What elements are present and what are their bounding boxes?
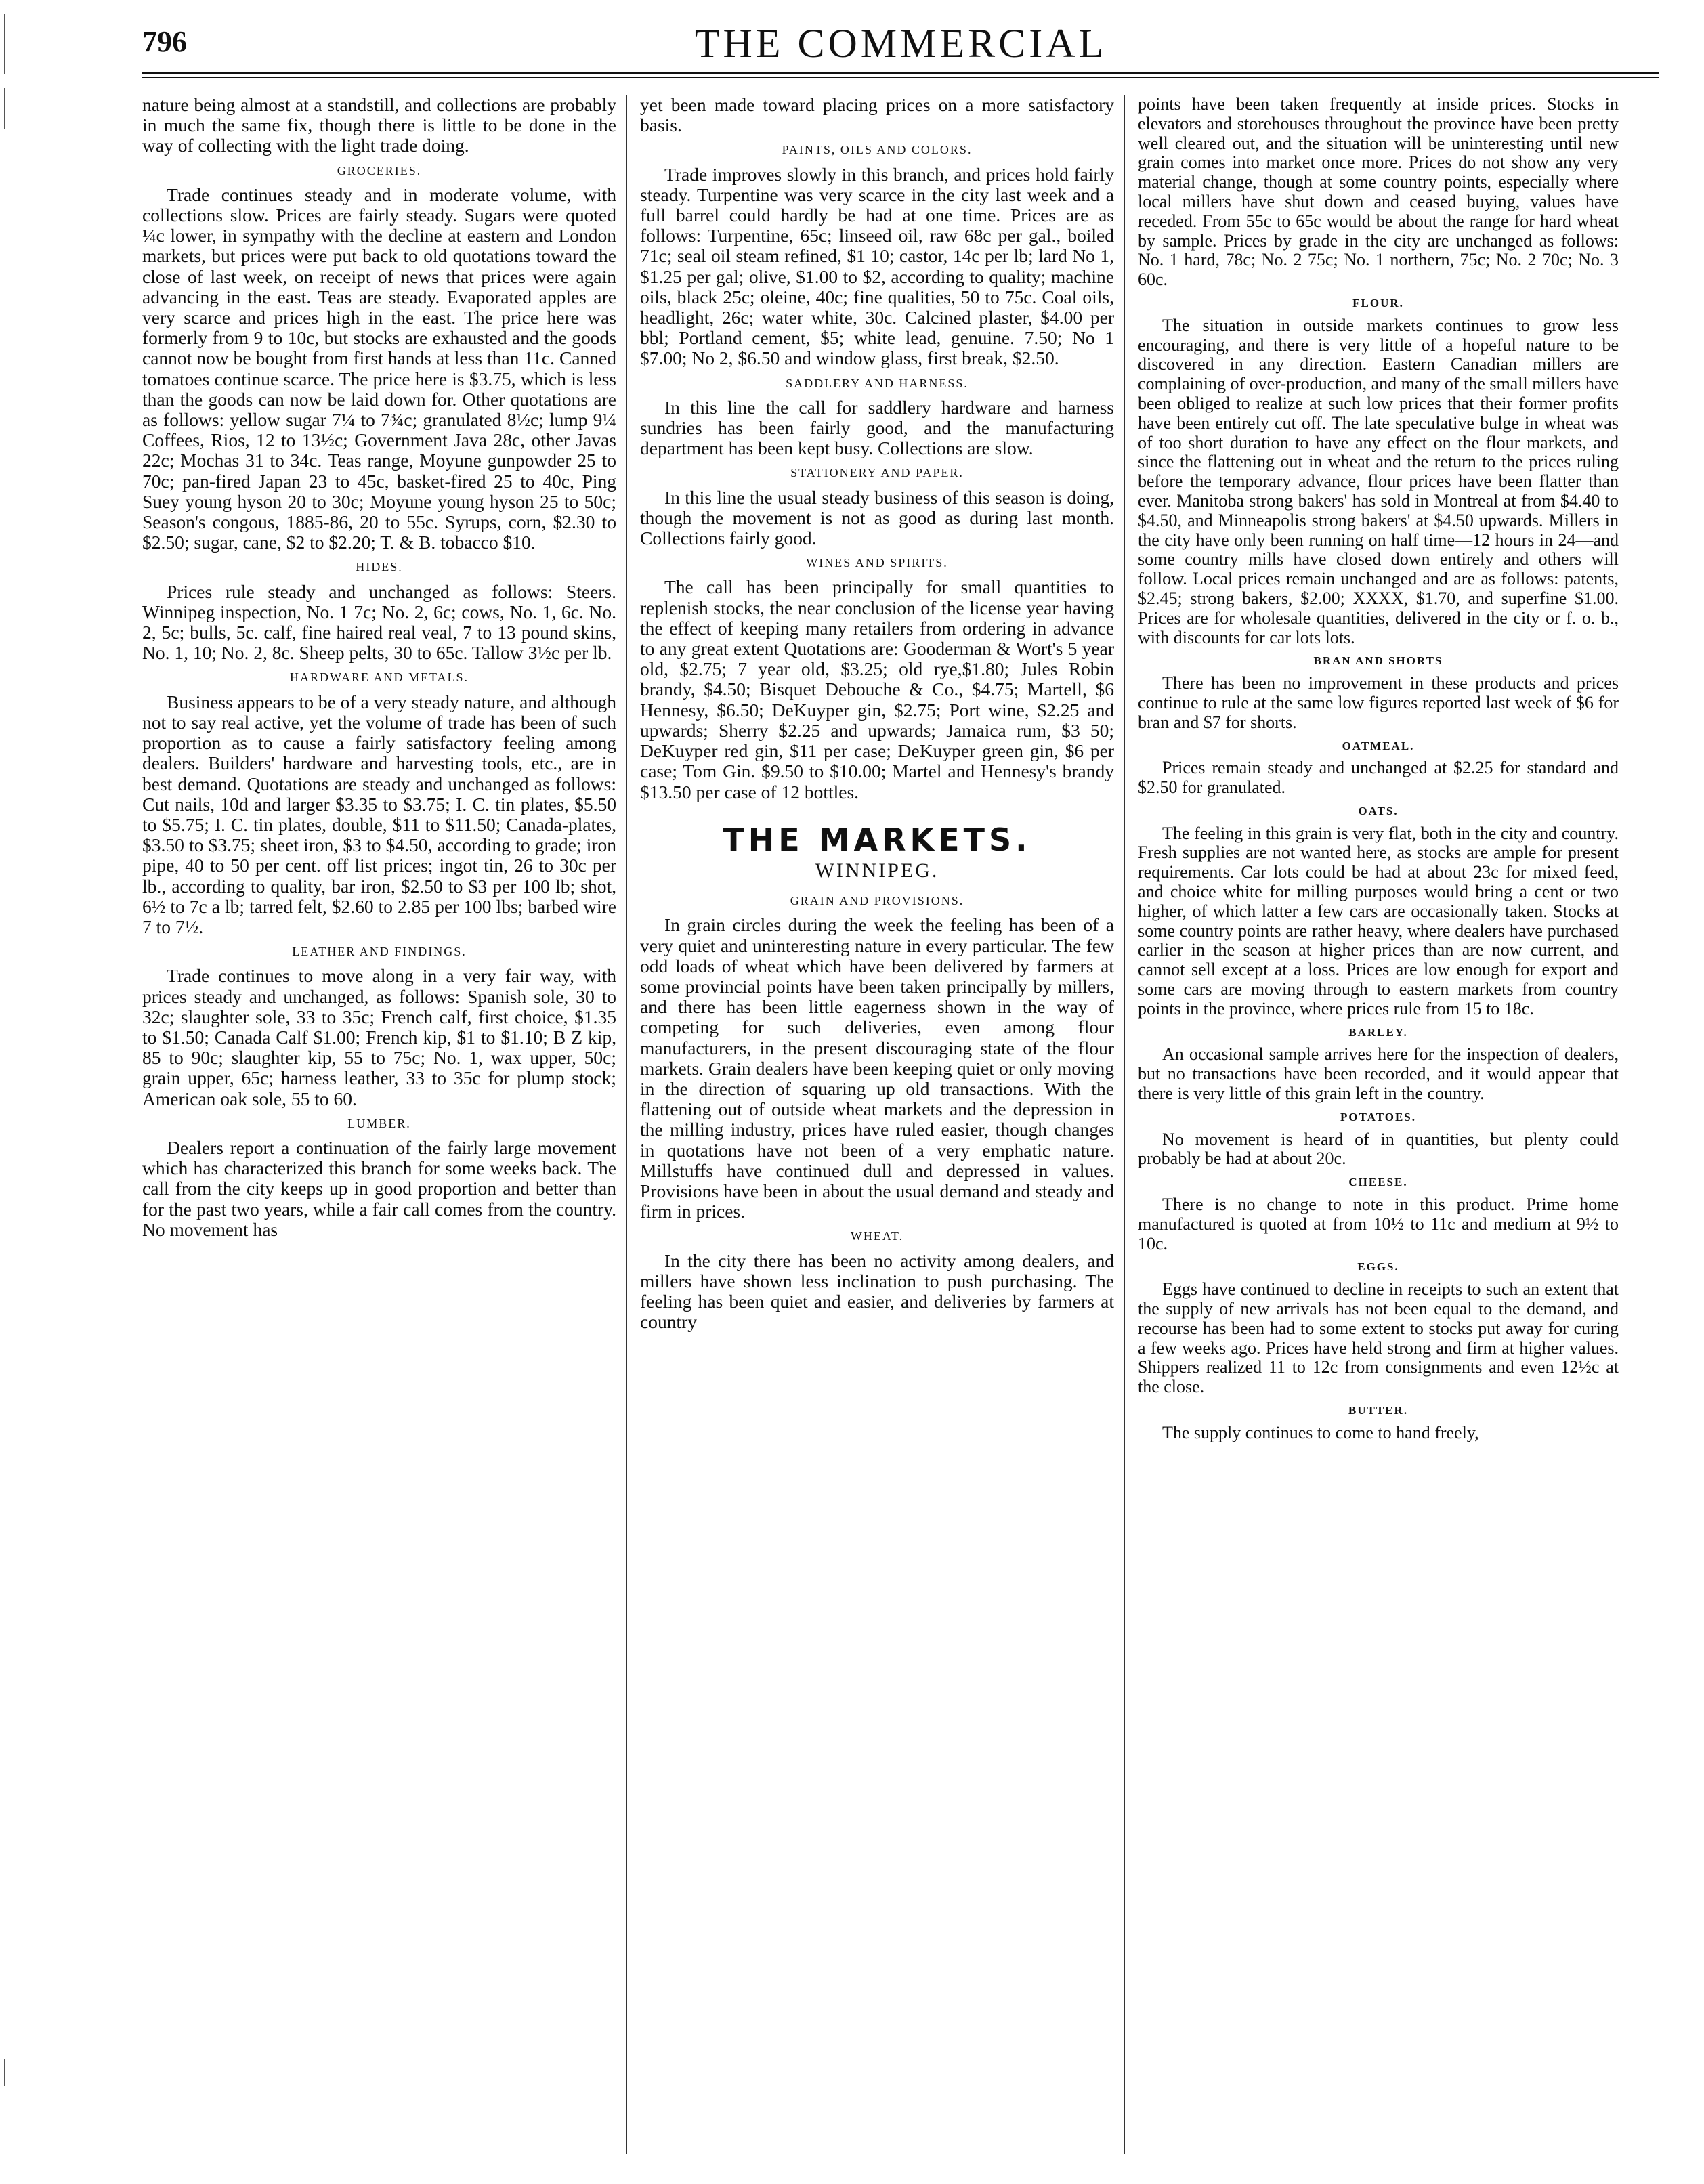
- masthead: [142, 20, 1659, 68]
- margin-specks: [0, 0, 14, 2184]
- paragraph: There has been no improvement in these products and prices continue to rule at the same low figures reported last week of $6 for bran and $7 for shorts.: [1138, 673, 1619, 732]
- column-2: [640, 95, 1114, 2167]
- paragraph: Business appears to be of a very steady nature, and although not to say real active, yet the volume of trade has been of such proportion as to cause a fairly satisfactory feeling among dealers. Builders' hardware and harvesting tools, etc., are in best demand. Quotations are steady and unchanged as follows: Cut nails, 10d and larger $3.35 to $3.75; I. C. tin plates, $5.50 to $5.75; I. C. tin plates, double, $11 to $11.50; Canada-plates, $3.50 to $3.75; sheet iron, $3 to $4.50, according to grade; iron pipe, 40 to 50 per cent. off list prices; ingot tin, 26 to 30c per lb., according to quality, bar iron, $2.50 to $3 per 100 lb; shot, 6½ to 7c a lb; tarred felt, $2.60 to 2.85 per 100 lbs; barbed wire 7 to 7½.: [142, 691, 616, 937]
- paragraph: The feeling in this grain is very flat, both in the city and country. Fresh supplies are not wanted here, as stocks are ample for present requirements. Car lots could be had at about 23c for mixed feed, and choice white for milling purposes would bring a cent or two higher, of which latter a few cars are occasionally taken. Stocks at some country points are rather heavy, where dealers have purchased earlier in the season at higher prices than are now current, and cannot sell except at a loss. Prices are low enough for export and some cars are moving through to eastern markets from country points in the province, where prices rule from 15 to 18c.: [1138, 823, 1619, 1019]
- paragraph: An occasional sample arrives here for the inspection of dealers, but no transactions have been recorded, and it would appear that there is very little of this grain left in the country.: [1138, 1044, 1619, 1104]
- page-number: 796: [142, 25, 187, 58]
- column-3: [1138, 95, 1619, 2167]
- section-heading-wines: WINES AND SPIRITS.: [806, 556, 948, 570]
- paragraph: In this line the usual steady business of this season is doing, though the movement is not as good as during last month. Collections fairly good.: [640, 486, 1114, 549]
- section-heading-leather: LEATHER AND FINDINGS.: [292, 945, 467, 959]
- section-heading-groceries: GROCERIES.: [337, 163, 422, 177]
- section-heading-saddlery: SADDLERY AND HARNESS.: [786, 376, 968, 390]
- markets-heading: THE MARKETS.: [723, 821, 1031, 858]
- header-rule: [142, 72, 1659, 74]
- column-1: [142, 95, 616, 2167]
- journal-title: THE COMMERCIAL: [694, 21, 1107, 66]
- section-heading-barley: BARLEY.: [1348, 1025, 1408, 1039]
- paragraph: Prices remain steady and unchanged at $2.25 for standard and $2.50 for granulated.: [1138, 758, 1619, 798]
- section-heading-hardware: HARDWARE AND METALS.: [289, 670, 469, 685]
- paragraph: No movement is heard of in quantities, but plenty could probably be had at about 20c.: [1138, 1129, 1619, 1169]
- paragraph: Dealers report a continuation of the fairly large movement which has characterized this branch for some weeks back. The call from the city keeps up in good proportion and better than for the past two years, while a fair call comes from the country. No movement has: [142, 1136, 616, 1240]
- paragraph: Eggs have continued to decline in receipts to such an extent that the supply of new arrivals has not been equal to the demand, and recourse has been had to some extent to stocks put away for curing a few weeks ago. Prices have held strong and firm at higher values. Shippers realized 11 to 12c from consignments and even 12½c at the close.: [1138, 1279, 1619, 1397]
- section-heading-oats: OATS.: [1358, 804, 1399, 817]
- section-heading-bran: BRAN AND SHORTS: [1313, 654, 1443, 668]
- paragraph: In the city there has been no activity among dealers, and millers have shown less inclination to push purchasing. The feeling has been quiet and easier, and deliveries by farmers at country: [640, 1249, 1114, 1333]
- paragraph: points have been taken frequently at inside prices. Stocks in elevators and storehouses throughout the province have been pretty well cleared out, and the situation will be uninteresting until new grain comes into market once more. Prices do not show any very material change, though at some country points, especially where local millers have shut down and ceased buying, values have receded. From 55c to 65c would be about the range for hard wheat by sample. Prices by grade in the city are unchanged as follows: No. 1 hard, 78c; No. 2 75c; No. 1 northern, 75c; No. 2 70c; No. 3 60c.: [1138, 95, 1619, 290]
- paragraph: In grain circles during the week the feeling has been of a very quiet and uninteresting nature in every particular. The few odd loads of wheat which have been delivered by farmers at some provincial points have been taken principally by millers, and there has been little eagerness shown in the way of competing for such deliveries, even among flour manufacturers, in the present discouraging state of the flour markets. Grain dealers have been keeping quiet or only moving in the direction of squaring up old transactions. With the flattening out of outside wheat markets and the depression in the milling industry, prices have ruled easier, though changes in quotations have not been of a very emphatic nature. Millstuffs have continued dull and depressed in values. Provisions have been in about the usual demand and steady and firm in prices.: [640, 914, 1114, 1222]
- section-heading-stationery: STATIONERY AND PAPER.: [790, 466, 964, 480]
- paragraph: Trade improves slowly in this branch, and prices hold fairly steady. Turpentine was very scarce in the city last week and a full barrel could hardly be had at one time. Prices are as follows: Turpentine, 65c; linseed oil, raw 68c per gal., boiled 71c; seal oil steam refined, $1 10; castor, 14c per lb; lard No 1, $1.25 per gal; olive, $1.00 to $2, according to quality; machine oils, black 25c; oleine, 40c; fine qualities, 50 to 75c. Coal oils, headlight, 26c; water white, 30c. Calcined plaster, $4.00 per bbl; Portland cement, $5; white lead, genuine. 7.50; No 1 $7.00; No 2, $6.50 and window glass, first break, $2.50.: [640, 163, 1114, 369]
- paragraph: In this line the call for saddlery hardware and harness sundries has been fairly good, and the manufacturing department has been kept busy. Collections are slow.: [640, 396, 1114, 459]
- section-heading-potatoes: POTATOES.: [1340, 1110, 1416, 1123]
- section-heading-grain: GRAIN AND PROVISIONS.: [790, 894, 964, 908]
- section-heading-flour: FLOUR.: [1352, 296, 1404, 309]
- section-heading-butter: BUTTER.: [1348, 1404, 1409, 1417]
- section-heading-cheese: CHEESE.: [1348, 1176, 1408, 1189]
- header-rule-thin: [142, 77, 1659, 78]
- section-heading-hides: HIDES.: [356, 560, 403, 574]
- column-divider: [626, 95, 627, 2154]
- paragraph: The supply continues to come to hand freely,: [1162, 1422, 1479, 1442]
- paragraph: nature being almost at a standstill, and collections are probably in much the same fix, though there is little to be done in the way of collecting with the light trade doing.: [142, 95, 616, 156]
- paragraph: The call has been principally for small quantities to replenish stocks, the near conclusion of the license year having the effect of keeping many retailers from ordering in advance to any great extent Quotations are: Gooderman & Wort's 5 year old, $2.75; 7 year old, $3.25; old rye,$1.80; Jules Robin brandy, $4.50; Bisquet Debouche & Co., $4.75; Martell, $6 Hennesy, $6.50; DeKuyper gin, $2.75; Port wine, $2.25 and upwards; Sherry $2.25 and upwards; Jamaica rum, $3 50; DeKuyper red gin, $11 per case; DeKuyper green gin, $6 per case; Tom Gin. $9.50 to $10.00; Martel and Hennesy's brandy $13.50 per case of 12 bottles.: [640, 576, 1114, 802]
- column-divider: [1124, 95, 1125, 2154]
- section-heading-paints: PAINTS, OILS AND COLORS.: [782, 143, 973, 157]
- paragraph: Trade continues steady and in moderate volume, with collections slow. Prices are fairly steady. Sugars were quoted ¼c lower, in sympathy with the decline at eastern and London markets, but prices were put back to old quotations toward the close of last week, on receipt of news that prices were again advancing in the east. Teas are steady. Evaporated apples are very scarce and prices high in the east. The price here was formerly from 9 to 10c, but stocks are exhausted and the goods cannot now be bought from first hands at less than 11c. Canned tomatoes continue scarce. The price here is $3.75, which is less than the goods can now be laid down for. Other quotations are as follows: yellow sugar 7¼ to 7¾c; granulated 8½c; lump 9¼ Coffees, Rios, 12 to 13½c; Government Java 28c, other Javas 22c; Mochas 31 to 34c. Teas range, Moyune gunpowder 25 to 70c; pan-fired Japan 23 to 45c, basket-fired 25 to 40c, Ping Suey young hyson 20 to 30c; Moyune young hyson 25 to 50c; Season's congous, 1885-86, 20 to 55c. Syrups, corn, $2.30 to $2.50; sugar, cane, $2 to $2.20; T. & B. tobacco $10.: [142, 184, 616, 553]
- section-heading-oatmeal: OATMEAL.: [1342, 739, 1415, 752]
- paragraph: Prices rule steady and unchanged as follows: Steers. Winnipeg inspection, No. 1 7c; No. 2, 6c; cows, No. 1, 6c. No. 2, 5c; bulls, 5c. calf, fine haired real veal, 7 to 13 pound skins, No. 1, 10; No. 2, 8c. Sheep pelts, 30 to 65c. Tallow 3½c per lb.: [142, 580, 616, 664]
- paragraph: The situation in outside markets continues to grow less encouraging, and there is very little of a hopeful nature to be discovered in any direction. Eastern Canadian millers are complaining of over-production, and many of the small millers have been obliged to realize at such low prices that their former profits have been entirely cut off. The late speculative bulge in wheat was of too short duration to have any effect on the flour markets, and since the flattening out in wheat and the return to the prices ruling before the temporary advance, flour prices have been flatter than ever. Manitoba strong bakers' has sold in Montreal at from $4.40 to $4.50, and Minneapolis strong bakers' at $4.50 upwards. Millers in the city have only been running on half time—12 hours in 24—and some country mills have closed down entirely and others will follow. Local prices remain unchanged and are as follows: patents, $2.45; strong bakers, $2.00; XXXX, $1.70, and superfine $1.00. Prices are for wholesale quantities, delivered in the city or f. o. b., with discounts for car lots lots.: [1138, 315, 1619, 647]
- section-heading-wheat: WHEAT.: [850, 1229, 904, 1243]
- paragraph: There is no change to note in this product. Prime home manufactured is quoted at from 10½ to 11c and medium at 9½ to 10c.: [1138, 1195, 1619, 1254]
- section-heading-lumber: LUMBER.: [347, 1116, 411, 1130]
- markets-subheading: WINNIPEG.: [815, 859, 939, 882]
- paragraph: yet been made toward placing prices on a more satisfactory basis.: [640, 95, 1114, 136]
- paragraph: Trade continues to move along in a very fair way, with prices steady and unchanged, as follows: Spanish sole, 30 to 32c; slaughter sole, 33 to 35c; French calf, first choice, $1.35 to $1.50; Canada Calf $1.00; French kip, $1 to $1.10; B Z kip, 85 to 90c; slaughter kip, 55 to 75c; No. 1, wax upper, 50c; grain upper, 65c; harness leather, 33 to 35c for plump stock; American oak sole, 55 to 60.: [142, 965, 616, 1109]
- section-heading-eggs: EGGS.: [1357, 1260, 1399, 1274]
